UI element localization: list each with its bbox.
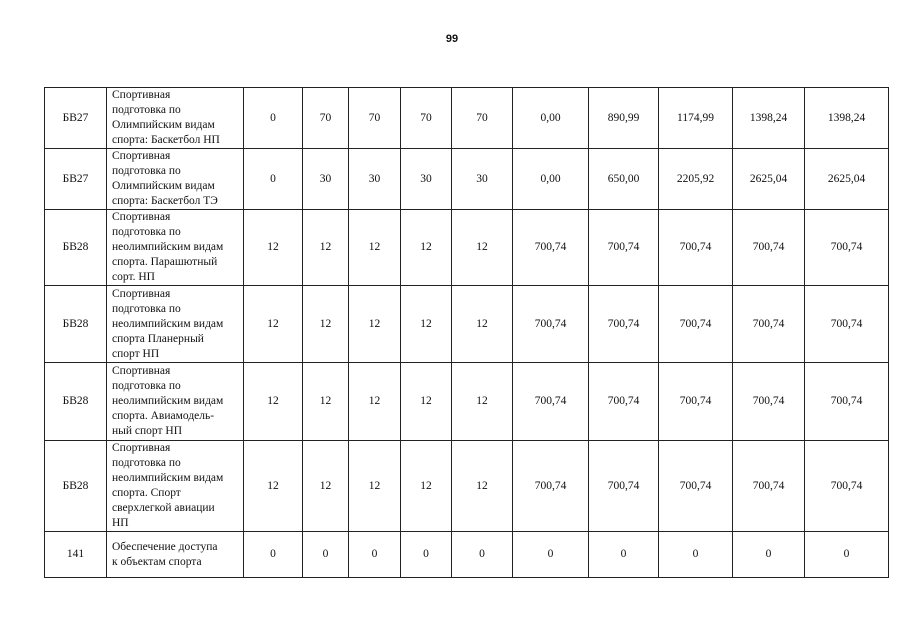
row-code: БВ28 [45,441,107,532]
row-description [107,286,244,363]
value-cell: 30 [401,149,452,210]
row-code: БВ28 [45,363,107,441]
value-cell: 12 [244,210,303,286]
description-line: ный спорт НП [112,425,183,437]
value-cell: 700,74 [733,286,805,363]
description-line: спорта: Баскетбол ТЭ [112,195,218,207]
row-description [107,210,244,286]
value-cell: 0 [452,532,513,578]
value-cell: 1398,24 [733,88,805,149]
value-cell: 12 [303,210,349,286]
row-description [107,532,244,578]
value-cell: 0 [244,88,303,149]
row-description [107,363,244,441]
value-cell: 700,74 [589,363,659,441]
table-row [45,441,889,532]
value-cell: 2625,04 [805,149,889,210]
value-cell: 700,74 [659,210,733,286]
value-cell: 12 [349,363,401,441]
table-row [45,210,889,286]
value-cell: 70 [349,88,401,149]
value-cell: 12 [401,210,452,286]
description-line: подготовка по [112,104,181,116]
value-cell: 30 [452,149,513,210]
value-cell: 12 [452,286,513,363]
value-cell: 12 [349,286,401,363]
table-row [45,363,889,441]
description-line: Спортивная [112,287,171,300]
description-line: к объектам спорта [112,555,202,568]
table-row [45,286,889,363]
row-code: 141 [45,532,107,578]
value-cell: 12 [303,363,349,441]
value-cell: 700,74 [805,363,889,441]
value-cell: 700,74 [733,363,805,441]
row-code: БВ27 [45,88,107,149]
value-cell: 700,74 [513,286,589,363]
description-line: подготовка по [112,302,181,315]
value-cell: 0,00 [513,149,589,210]
value-cell: 70 [452,88,513,149]
value-cell: 0 [733,532,805,578]
value-cell: 12 [349,210,401,286]
value-cell: 700,74 [589,441,659,532]
description-line: сверхлегкой авиации [112,502,215,514]
description-line: неолимпийским видам [112,317,224,330]
description-line: спорта Планерный [112,332,204,345]
description-line: подготовка по [112,165,181,177]
description-line: подготовка по [112,226,181,238]
description-line: подготовка по [112,457,181,469]
value-cell: 12 [244,441,303,532]
value-cell: 0 [349,532,401,578]
value-cell: 700,74 [805,441,889,532]
row-code: БВ28 [45,286,107,363]
description-line: Олимпийским видам [112,119,215,131]
row-description [107,441,244,532]
description-line: спорта. Спорт [112,487,181,499]
value-cell: 30 [303,149,349,210]
value-cell: 12 [303,441,349,532]
row-code: БВ28 [45,210,107,286]
table-row [45,149,889,210]
description-line: спорта. Авиамодель- [112,410,215,422]
table-row [45,532,889,578]
value-cell: 0 [303,532,349,578]
page-number: 99 [445,33,459,45]
value-cell: 0 [589,532,659,578]
description-line: спорта. Парашютный [112,256,218,268]
value-cell: 700,74 [805,286,889,363]
value-cell: 1398,24 [805,88,889,149]
value-cell: 0,00 [513,88,589,149]
value-cell: 70 [401,88,452,149]
value-cell: 700,74 [733,210,805,286]
value-cell: 12 [349,441,401,532]
value-cell: 12 [401,441,452,532]
value-cell: 650,00 [589,149,659,210]
value-cell: 0 [244,149,303,210]
description-line: неолимпийским видам [112,395,224,407]
budget-table [44,87,889,578]
description-line: спорт НП [112,347,160,360]
description-line: Спортивная [112,442,171,454]
value-cell: 700,74 [659,286,733,363]
value-cell: 70 [303,88,349,149]
value-cell: 12 [452,363,513,441]
description-line: Обеспечение доступа [112,540,218,553]
value-cell: 0 [244,532,303,578]
description-line: Олимпийским видам [112,180,215,192]
value-cell: 12 [452,210,513,286]
table-row [45,88,889,149]
description-line: неолимпийским видам [112,241,224,253]
description-line: Спортивная [112,365,171,377]
value-cell: 700,74 [659,441,733,532]
value-cell: 12 [452,441,513,532]
value-cell: 700,74 [589,210,659,286]
value-cell: 12 [244,363,303,441]
row-code: БВ27 [45,149,107,210]
description-line: НП [112,517,129,529]
description-line: Спортивная [112,211,171,223]
value-cell: 0 [513,532,589,578]
value-cell: 0 [401,532,452,578]
value-cell: 12 [401,363,452,441]
value-cell: 890,99 [589,88,659,149]
value-cell: 0 [805,532,889,578]
value-cell: 700,74 [733,441,805,532]
value-cell: 0 [659,532,733,578]
description-line: сорт. НП [112,271,155,283]
value-cell: 700,74 [513,210,589,286]
value-cell: 700,74 [589,286,659,363]
value-cell: 12 [244,286,303,363]
value-cell: 700,74 [805,210,889,286]
value-cell: 30 [349,149,401,210]
row-description [107,88,244,149]
value-cell: 700,74 [513,363,589,441]
description-line: неолимпийским видам [112,472,224,484]
description-line: Спортивная [112,89,171,101]
value-cell: 12 [401,286,452,363]
description-line: Спортивная [112,150,171,162]
value-cell: 2205,92 [659,149,733,210]
value-cell: 700,74 [659,363,733,441]
description-line: подготовка по [112,380,181,392]
description-line: спорта: Баскетбол НП [112,134,220,146]
value-cell: 700,74 [513,441,589,532]
value-cell: 12 [303,286,349,363]
value-cell: 2625,04 [733,149,805,210]
row-description [107,149,244,210]
value-cell: 1174,99 [659,88,733,149]
